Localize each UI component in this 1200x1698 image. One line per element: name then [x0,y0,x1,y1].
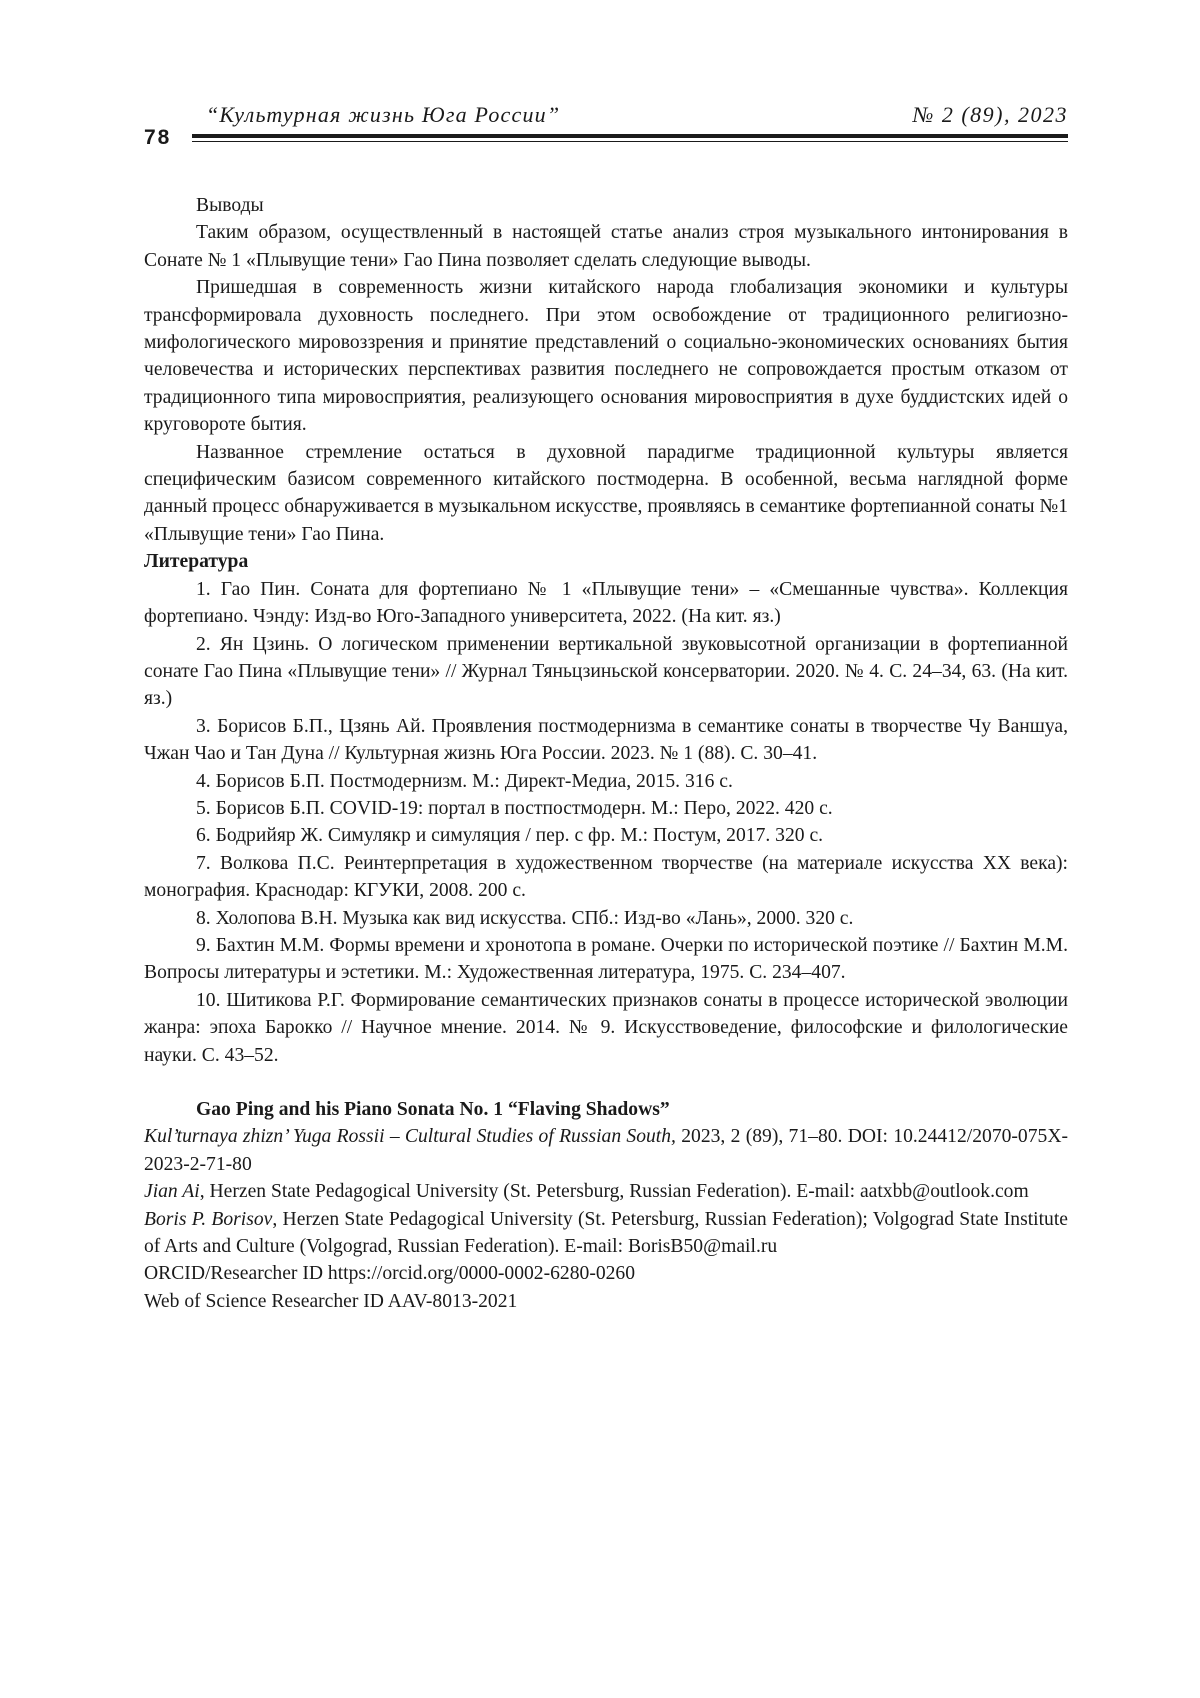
reference-item: 9. Бахтин М.М. Формы времени и хронотопа в романе. Очерки по исторической поэтике // Бахтин М.М. Вопросы литературы и эстетики. М.: Художественная литература, 1975. С. 234–407. [144,934,1068,984]
reference-item: 8. Холопова В.Н. Музыка как вид искусства. СПб.: Изд-во «Лань», 2000. 320 с. [196,907,854,929]
issue-number: № 2 (89), 2023 [912,102,1068,127]
english-title: Gao Ping and his Piano Sonata No. 1 “Flaving Shadows” [196,1099,670,1120]
reference-item: 3. Борисов Б.П., Цзянь Ай. Проявления постмодернизма в семантике сонаты в творчестве Чу Ваншуа, Чжан Чао и Тан Дуна // Культурная жизнь Юга России. 2023. № 1 (88). С. 30–41. [144,715,1068,765]
conclusions-heading: Выводы [196,195,264,216]
reference-list [144,576,1068,1069]
author-1-info: , Herzen State Pedagogical University (St. Petersburg, Russian Federation). E-mail: aatxbb@outlook.com [199,1181,1029,1203]
citation-journal: Kul’turnaya zhizn’ Yuga Rossii – Cultural Studies of Russian South, [144,1126,676,1148]
author-2-info: , Herzen State Pedagogical University (St. Petersburg, Russian Federation); Volgograd State Institute of Arts and Culture (Volgograd, Russian Federation). E-mail: BorisB50@mail.ru [144,1208,1068,1258]
orcid-line: ORCID/Researcher ID https://orcid.org/0000-0002-6280-0260 [144,1263,636,1285]
reference-item: 2. Ян Цзинь. О логическом применении вертикальной звуковысотной организации в фортепианной сонате Гао Пина «Плывущие тени» // Журнал Тяньцзиньской консерватории. 2020. № 4. С. 24–34, 63. (На кит. яз.) [144,633,1068,710]
wos-line: Web of Science Researcher ID AAV-8013-2021 [144,1290,518,1312]
running-header [144,96,1068,149]
page-number: 78 [144,126,172,149]
reference-item: 10. Шитикова Р.Г. Формирование семантических признаков сонаты в процессе исторической эволюции жанра: эпоха Барокко // Научное мнение. 2014. № 9. Искусствоведение, философские и филологические науки. С. 43–52. [144,989,1068,1066]
conclusions-paragraph: Названное стремление остаться в духовной парадигме традиционной культуры является специфическим базисом современного китайского постмодерна. В особенной, весьма наглядной форме данный процесс обнаруживается в музыкальном искусстве, проявляясь в семантике фортепианной сонаты №1 «Плывущие тени» Гао Пина. [144,441,1068,545]
reference-item: 4. Борисов Б.П. Постмодернизм. М.: Директ-Медиа, 2015. 316 с. [196,770,733,792]
literature-heading: Литература [144,551,249,573]
reference-item: 1. Гао Пин. Соната для фортепиано № 1 «Плывущие тени» – «Смешанные чувства». Коллекция фортепиано. Чэнду: Изд-во Юго-Западного университета, 2022. (На кит. яз.) [144,578,1068,628]
author-1 [144,1178,1068,1205]
author-2 [144,1206,1068,1261]
author-2-name: Boris P. Borisov [144,1208,273,1230]
conclusions-paragraph: Таким образом, осуществленный в настоящей статье анализ строя музыкального интонирования в Сонате № 1 «Плывущие тени» Гао Пина позволяет сделать следующие выводы. [144,222,1068,271]
reference-item: 5. Борисов Б.П. COVID-19: портал в постпостмодерн. М.: Перо, 2022. 420 с. [196,797,833,819]
author-1-name: Jian Ai [144,1181,200,1203]
citation-details: 2023, 2 (89), 71–80. DOI: 10.24412/2070-075X-2023-2-71-80 [144,1126,1068,1175]
header-rule-thin [192,141,1068,142]
conclusions-paragraph: Пришедшая в современность жизни китайского народа глобализация экономики и культуры трансформировала духовность последнего. При этом освобождение от традиционного религиозно-мифологического мировоззрения и принятие представлений о социально-экономических основаниях бытия человечества и исторических перспективах развития последнего не сопровождается простым отказом от традиционного типа мировосприятия, реализующего основания мировосприятия в духе буддистских идей о круговороте бытия. [144,277,1068,436]
english-citation [144,1123,1068,1178]
page-body [144,192,1068,1315]
reference-item: 6. Бодрийяр Ж. Симулякр и симуляция / пер. с фр. М.: Постум, 2017. 320 с. [196,825,824,847]
reference-item: 7. Волкова П.С. Реинтерпретация в художественном творчестве (на материале искусства XX века): монография. Краснодар: КГУКИ, 2008. 200 с. [144,852,1068,902]
journal-title: “Культурная жизнь Юга России” [206,102,561,127]
header-rule-thick [192,134,1068,138]
